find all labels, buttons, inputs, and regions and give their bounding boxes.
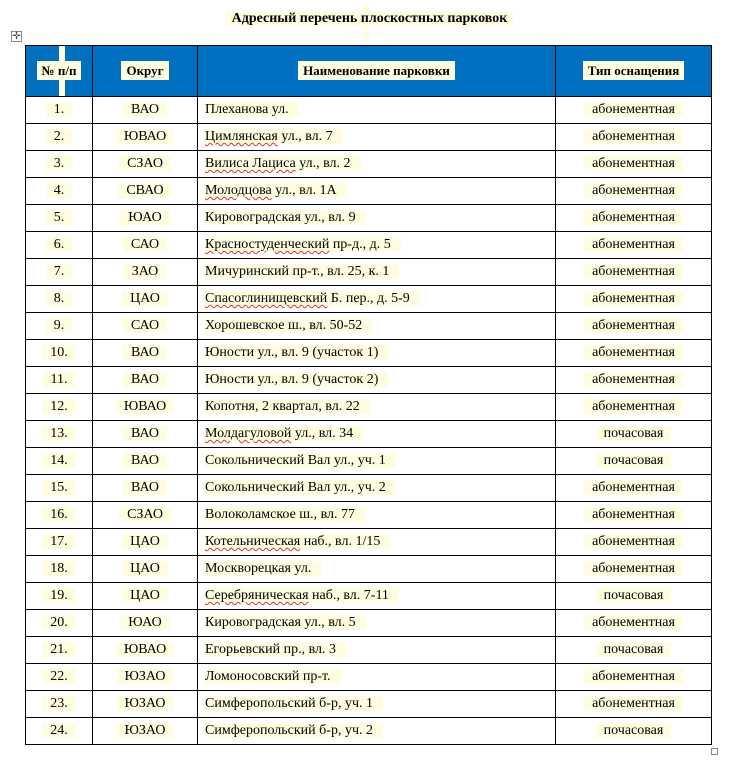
header-type[interactable] bbox=[556, 46, 712, 97]
cell-name[interactable] bbox=[198, 178, 556, 205]
table-row bbox=[26, 718, 712, 745]
cell-number[interactable] bbox=[26, 664, 93, 691]
header-okrug[interactable] bbox=[93, 46, 198, 97]
cell-number[interactable] bbox=[26, 340, 93, 367]
row-name-rest: Сокольнический Вал ул., уч. 1 bbox=[205, 453, 386, 468]
table-row bbox=[26, 313, 712, 340]
table-row bbox=[26, 475, 712, 502]
row-name bbox=[205, 453, 396, 468]
row-okrug: ВАО bbox=[123, 426, 167, 441]
table-row bbox=[26, 124, 712, 151]
cell-okrug[interactable] bbox=[93, 529, 198, 556]
row-okrug: САО bbox=[123, 318, 167, 333]
cell-number[interactable] bbox=[26, 637, 93, 664]
cell-type[interactable] bbox=[556, 691, 712, 718]
row-name-flagged-word: Спасоглинищевский bbox=[205, 291, 328, 306]
row-type: абонементная bbox=[584, 507, 683, 522]
cell-name[interactable] bbox=[198, 637, 556, 664]
row-number: 17. bbox=[42, 534, 76, 549]
row-name-flagged-word: Вилиса Лациса bbox=[205, 156, 296, 171]
cell-okrug[interactable] bbox=[93, 610, 198, 637]
row-name bbox=[205, 426, 363, 441]
row-type: почасовая bbox=[596, 453, 672, 468]
row-okrug: САО bbox=[123, 237, 167, 252]
row-number: 3. bbox=[46, 156, 73, 171]
table-row bbox=[26, 691, 712, 718]
cell-name[interactable] bbox=[198, 232, 556, 259]
row-name-rest: Юности ул., вл. 9 (участок 1) bbox=[205, 345, 379, 360]
row-number: 2. bbox=[46, 129, 73, 144]
cell-type[interactable] bbox=[556, 529, 712, 556]
cell-okrug[interactable] bbox=[93, 664, 198, 691]
row-number: 16. bbox=[42, 507, 76, 522]
cell-type[interactable] bbox=[556, 610, 712, 637]
cell-number[interactable] bbox=[26, 718, 93, 745]
cell-number[interactable] bbox=[26, 205, 93, 232]
cell-name[interactable] bbox=[198, 394, 556, 421]
row-okrug: ВАО bbox=[123, 372, 167, 387]
cell-name[interactable] bbox=[198, 340, 556, 367]
row-number: 24. bbox=[42, 723, 76, 738]
cell-okrug[interactable] bbox=[93, 232, 198, 259]
cell-name[interactable] bbox=[198, 664, 556, 691]
row-name-rest: ул., вл. 7 bbox=[277, 129, 333, 144]
row-okrug: ЮЗАО bbox=[117, 669, 174, 684]
cell-type[interactable] bbox=[556, 259, 712, 286]
cell-type[interactable] bbox=[556, 637, 712, 664]
cell-name[interactable] bbox=[198, 97, 556, 124]
cell-type[interactable] bbox=[556, 205, 712, 232]
cell-okrug[interactable] bbox=[93, 448, 198, 475]
table-header-row bbox=[26, 46, 712, 97]
table-row bbox=[26, 205, 712, 232]
table-row bbox=[26, 286, 712, 313]
row-okrug: СЗАО bbox=[119, 156, 171, 171]
cell-number[interactable] bbox=[26, 97, 93, 124]
row-name-flagged-word: Котельническая bbox=[205, 534, 301, 549]
row-okrug: ЮЗАО bbox=[117, 723, 174, 738]
table-row bbox=[26, 178, 712, 205]
cell-number[interactable] bbox=[26, 313, 93, 340]
row-type: абонементная bbox=[584, 318, 683, 333]
table-resize-handle-icon[interactable] bbox=[711, 748, 718, 755]
cell-name[interactable] bbox=[198, 475, 556, 502]
row-type: абонементная bbox=[584, 372, 683, 387]
row-name-rest: наб., вл. 7-11 bbox=[308, 588, 389, 603]
row-okrug: ЮВАО bbox=[116, 129, 174, 144]
cell-number[interactable] bbox=[26, 124, 93, 151]
row-name-flagged-word: Молодцова bbox=[205, 183, 272, 198]
header-type-label: Тип оснащения bbox=[583, 61, 685, 80]
cell-okrug[interactable] bbox=[93, 259, 198, 286]
row-name bbox=[205, 210, 366, 225]
row-type: абонементная bbox=[584, 399, 683, 414]
row-type: абонементная bbox=[584, 345, 683, 360]
row-okrug: ВАО bbox=[123, 480, 167, 495]
cell-name[interactable] bbox=[198, 421, 556, 448]
row-okrug: ЦАО bbox=[122, 588, 168, 603]
cell-number[interactable] bbox=[26, 475, 93, 502]
cell-name[interactable] bbox=[198, 502, 556, 529]
row-name-rest: Кировоградская ул., вл. 9 bbox=[205, 210, 356, 225]
cell-number[interactable] bbox=[26, 421, 93, 448]
cell-type[interactable] bbox=[556, 367, 712, 394]
page-title bbox=[0, 10, 739, 28]
cell-okrug[interactable] bbox=[93, 691, 198, 718]
row-number: 4. bbox=[46, 183, 73, 198]
row-name bbox=[205, 669, 341, 684]
row-name bbox=[205, 534, 390, 549]
table-row bbox=[26, 529, 712, 556]
parking-table bbox=[25, 45, 712, 745]
row-number: 15. bbox=[42, 480, 76, 495]
row-name-rest: Юности ул., вл. 9 (участок 2) bbox=[205, 372, 379, 387]
row-name-rest: Копотня, 2 квартал, вл. 22 bbox=[205, 399, 360, 414]
table-row bbox=[26, 394, 712, 421]
row-type: абонементная bbox=[584, 183, 683, 198]
cell-type[interactable] bbox=[556, 448, 712, 475]
row-name-rest: Б. пер., д. 5-9 bbox=[327, 291, 410, 306]
row-number: 13. bbox=[42, 426, 76, 441]
cell-okrug[interactable] bbox=[93, 421, 198, 448]
cell-type[interactable] bbox=[556, 475, 712, 502]
row-number: 8. bbox=[46, 291, 73, 306]
cell-type[interactable] bbox=[556, 556, 712, 583]
cell-okrug[interactable] bbox=[93, 340, 198, 367]
page-title-text: Адресный перечень плоскостных парковок bbox=[226, 11, 514, 26]
row-number: 23. bbox=[42, 696, 76, 711]
row-number: 12. bbox=[42, 399, 76, 414]
row-type: абонементная bbox=[584, 156, 683, 171]
row-name bbox=[205, 156, 361, 171]
row-number: 20. bbox=[42, 615, 76, 630]
cell-type[interactable] bbox=[556, 286, 712, 313]
table-row bbox=[26, 97, 712, 124]
row-type: почасовая bbox=[596, 642, 672, 657]
cell-type[interactable] bbox=[556, 394, 712, 421]
row-type: абонементная bbox=[584, 210, 683, 225]
table-row bbox=[26, 259, 712, 286]
row-number: 5. bbox=[46, 210, 73, 225]
row-type: абонементная bbox=[584, 669, 683, 684]
table-row bbox=[26, 151, 712, 178]
cell-okrug[interactable] bbox=[93, 124, 198, 151]
row-okrug: ЗАО bbox=[124, 264, 167, 279]
table-row bbox=[26, 664, 712, 691]
row-name bbox=[205, 345, 388, 360]
row-name-rest: Егорьевский пр., вл. 3 bbox=[205, 642, 336, 657]
cell-name[interactable] bbox=[198, 448, 556, 475]
row-name-rest: пр-д., д. 5 bbox=[329, 237, 391, 252]
header-name[interactable] bbox=[198, 46, 556, 97]
cell-name[interactable] bbox=[198, 124, 556, 151]
row-type: абонементная bbox=[584, 696, 683, 711]
row-number: 1. bbox=[46, 102, 73, 117]
row-name bbox=[205, 237, 401, 252]
row-name bbox=[205, 480, 396, 495]
row-name-rest: Плеханова ул. bbox=[205, 102, 289, 117]
row-name-rest: Симферопольский б-р, уч. 1 bbox=[205, 696, 373, 711]
row-name-rest: ул., вл. 34 bbox=[291, 426, 354, 441]
row-okrug: ЦАО bbox=[122, 534, 168, 549]
cell-type[interactable] bbox=[556, 664, 712, 691]
row-name bbox=[205, 588, 399, 603]
row-name-rest: Кировоградская ул., вл. 5 bbox=[205, 615, 356, 630]
header-okrug-label: Округ bbox=[121, 61, 168, 80]
table-row bbox=[26, 583, 712, 610]
row-name-flagged-word: Молдагуловой bbox=[205, 426, 292, 441]
cell-number[interactable] bbox=[26, 610, 93, 637]
row-type: абонементная bbox=[584, 102, 683, 117]
cell-okrug[interactable] bbox=[93, 394, 198, 421]
row-number: 19. bbox=[42, 588, 76, 603]
row-name bbox=[205, 183, 347, 198]
cell-number[interactable] bbox=[26, 448, 93, 475]
row-number: 11. bbox=[43, 372, 76, 387]
row-number: 14. bbox=[42, 453, 76, 468]
row-name-rest: Симферопольский б-р, уч. 2 bbox=[205, 723, 373, 738]
table-body bbox=[26, 97, 712, 745]
row-okrug: СВАО bbox=[118, 183, 171, 198]
cell-number[interactable] bbox=[26, 394, 93, 421]
row-type: абонементная bbox=[584, 264, 683, 279]
row-okrug: ЮЗАО bbox=[117, 696, 174, 711]
row-name bbox=[205, 264, 399, 279]
row-name-flagged-word: Красностуденческий bbox=[205, 237, 330, 252]
table-row bbox=[26, 502, 712, 529]
cell-name[interactable] bbox=[198, 529, 556, 556]
cell-name[interactable] bbox=[198, 286, 556, 313]
row-okrug: ВАО bbox=[123, 453, 167, 468]
cell-type[interactable] bbox=[556, 178, 712, 205]
cell-number[interactable] bbox=[26, 556, 93, 583]
table-move-handle-icon[interactable]: ✛ bbox=[12, 31, 21, 42]
row-okrug: ЦАО bbox=[122, 291, 168, 306]
cell-number[interactable] bbox=[26, 286, 93, 313]
row-number: 6. bbox=[46, 237, 73, 252]
cell-number[interactable] bbox=[26, 691, 93, 718]
row-number: 9. bbox=[46, 318, 73, 333]
cell-okrug[interactable] bbox=[93, 286, 198, 313]
table-row bbox=[26, 232, 712, 259]
table-row bbox=[26, 637, 712, 664]
cell-number[interactable] bbox=[26, 259, 93, 286]
row-type: абонементная bbox=[584, 480, 683, 495]
row-okrug: ЦАО bbox=[122, 561, 168, 576]
row-number: 21. bbox=[42, 642, 76, 657]
cell-okrug[interactable] bbox=[93, 637, 198, 664]
cell-type[interactable] bbox=[556, 313, 712, 340]
cell-okrug[interactable] bbox=[93, 313, 198, 340]
cell-type[interactable] bbox=[556, 583, 712, 610]
cell-number[interactable] bbox=[26, 151, 93, 178]
row-number: 10. bbox=[42, 345, 76, 360]
row-okrug: ЮВАО bbox=[116, 642, 174, 657]
row-type: почасовая bbox=[596, 588, 672, 603]
row-name-rest: Сокольнический Вал ул., уч. 2 bbox=[205, 480, 386, 495]
cell-type[interactable] bbox=[556, 124, 712, 151]
row-okrug: ЮАО bbox=[120, 210, 169, 225]
cell-number[interactable] bbox=[26, 232, 93, 259]
row-name-rest: Ломоносовский пр-т. bbox=[205, 669, 331, 684]
row-name-rest: наб., вл. 1/15 bbox=[300, 534, 381, 549]
cell-number[interactable] bbox=[26, 529, 93, 556]
cell-okrug[interactable] bbox=[93, 556, 198, 583]
cell-type[interactable] bbox=[556, 232, 712, 259]
row-okrug: ЮВАО bbox=[116, 399, 174, 414]
cell-type[interactable] bbox=[556, 97, 712, 124]
cell-name[interactable] bbox=[198, 205, 556, 232]
cell-okrug[interactable] bbox=[93, 718, 198, 745]
table-row bbox=[26, 610, 712, 637]
row-type: абонементная bbox=[584, 561, 683, 576]
row-name-rest: ул., вл. 1А bbox=[271, 183, 337, 198]
table-row bbox=[26, 448, 712, 475]
cell-okrug[interactable] bbox=[93, 475, 198, 502]
row-okrug: ВАО bbox=[123, 102, 167, 117]
cell-name[interactable] bbox=[198, 610, 556, 637]
row-type: почасовая bbox=[596, 426, 672, 441]
table-row bbox=[26, 421, 712, 448]
row-okrug: ВАО bbox=[123, 345, 167, 360]
cell-okrug[interactable] bbox=[93, 583, 198, 610]
row-name bbox=[205, 696, 383, 711]
row-name bbox=[205, 561, 321, 576]
cell-name[interactable] bbox=[198, 718, 556, 745]
row-name bbox=[205, 399, 370, 414]
cell-type[interactable] bbox=[556, 502, 712, 529]
row-name bbox=[205, 372, 388, 387]
row-name-rest: ул., вл. 2 bbox=[295, 156, 351, 171]
cell-name[interactable] bbox=[198, 583, 556, 610]
cell-number[interactable] bbox=[26, 583, 93, 610]
row-name bbox=[205, 291, 420, 306]
row-okrug: ЮАО bbox=[120, 615, 169, 630]
cell-name[interactable] bbox=[198, 367, 556, 394]
row-name bbox=[205, 642, 346, 657]
row-type: абонементная bbox=[584, 615, 683, 630]
row-name-rest: Волоколамское ш., вл. 77 bbox=[205, 507, 355, 522]
cell-okrug[interactable] bbox=[93, 151, 198, 178]
row-name bbox=[205, 507, 365, 522]
cell-okrug[interactable] bbox=[93, 502, 198, 529]
cell-okrug[interactable] bbox=[93, 97, 198, 124]
row-type: абонементная bbox=[584, 291, 683, 306]
row-name bbox=[205, 102, 299, 117]
header-number[interactable] bbox=[26, 46, 93, 97]
row-name-flagged-word: Цимлянская bbox=[205, 129, 278, 144]
row-type: абонементная bbox=[584, 129, 683, 144]
cell-type[interactable] bbox=[556, 718, 712, 745]
row-number: 7. bbox=[46, 264, 73, 279]
cell-name[interactable] bbox=[198, 691, 556, 718]
cell-number[interactable] bbox=[26, 178, 93, 205]
row-type: почасовая bbox=[596, 723, 672, 738]
cell-number[interactable] bbox=[26, 502, 93, 529]
cell-type[interactable] bbox=[556, 151, 712, 178]
row-type: абонементная bbox=[584, 237, 683, 252]
cell-name[interactable] bbox=[198, 151, 556, 178]
row-name-flagged-word: Серебряническая bbox=[205, 588, 309, 603]
table-row bbox=[26, 340, 712, 367]
row-okrug: СЗАО bbox=[119, 507, 171, 522]
row-name-rest: Хорошевское ш., вл. 50-52 bbox=[205, 318, 363, 333]
cell-number[interactable] bbox=[26, 367, 93, 394]
cell-name[interactable] bbox=[198, 556, 556, 583]
row-name-rest: Москворецкая ул. bbox=[205, 561, 312, 576]
row-name bbox=[205, 318, 372, 333]
row-type: абонементная bbox=[584, 534, 683, 549]
cell-okrug[interactable] bbox=[93, 205, 198, 232]
row-number: 22. bbox=[42, 669, 76, 684]
cell-name[interactable] bbox=[198, 259, 556, 286]
row-number: 18. bbox=[42, 561, 76, 576]
row-name-rest: Мичуринский пр-т., вл. 25, к. 1 bbox=[205, 264, 390, 279]
cell-okrug[interactable] bbox=[93, 367, 198, 394]
table-row bbox=[26, 556, 712, 583]
row-name bbox=[205, 129, 343, 144]
header-number-label: № п/п bbox=[37, 61, 82, 80]
cell-name[interactable] bbox=[198, 313, 556, 340]
row-name bbox=[205, 723, 383, 738]
cell-okrug[interactable] bbox=[93, 178, 198, 205]
row-name bbox=[205, 615, 366, 630]
table-row bbox=[26, 367, 712, 394]
header-name-label: Наименование парковки bbox=[298, 61, 455, 80]
cell-type[interactable] bbox=[556, 340, 712, 367]
cell-type[interactable] bbox=[556, 421, 712, 448]
